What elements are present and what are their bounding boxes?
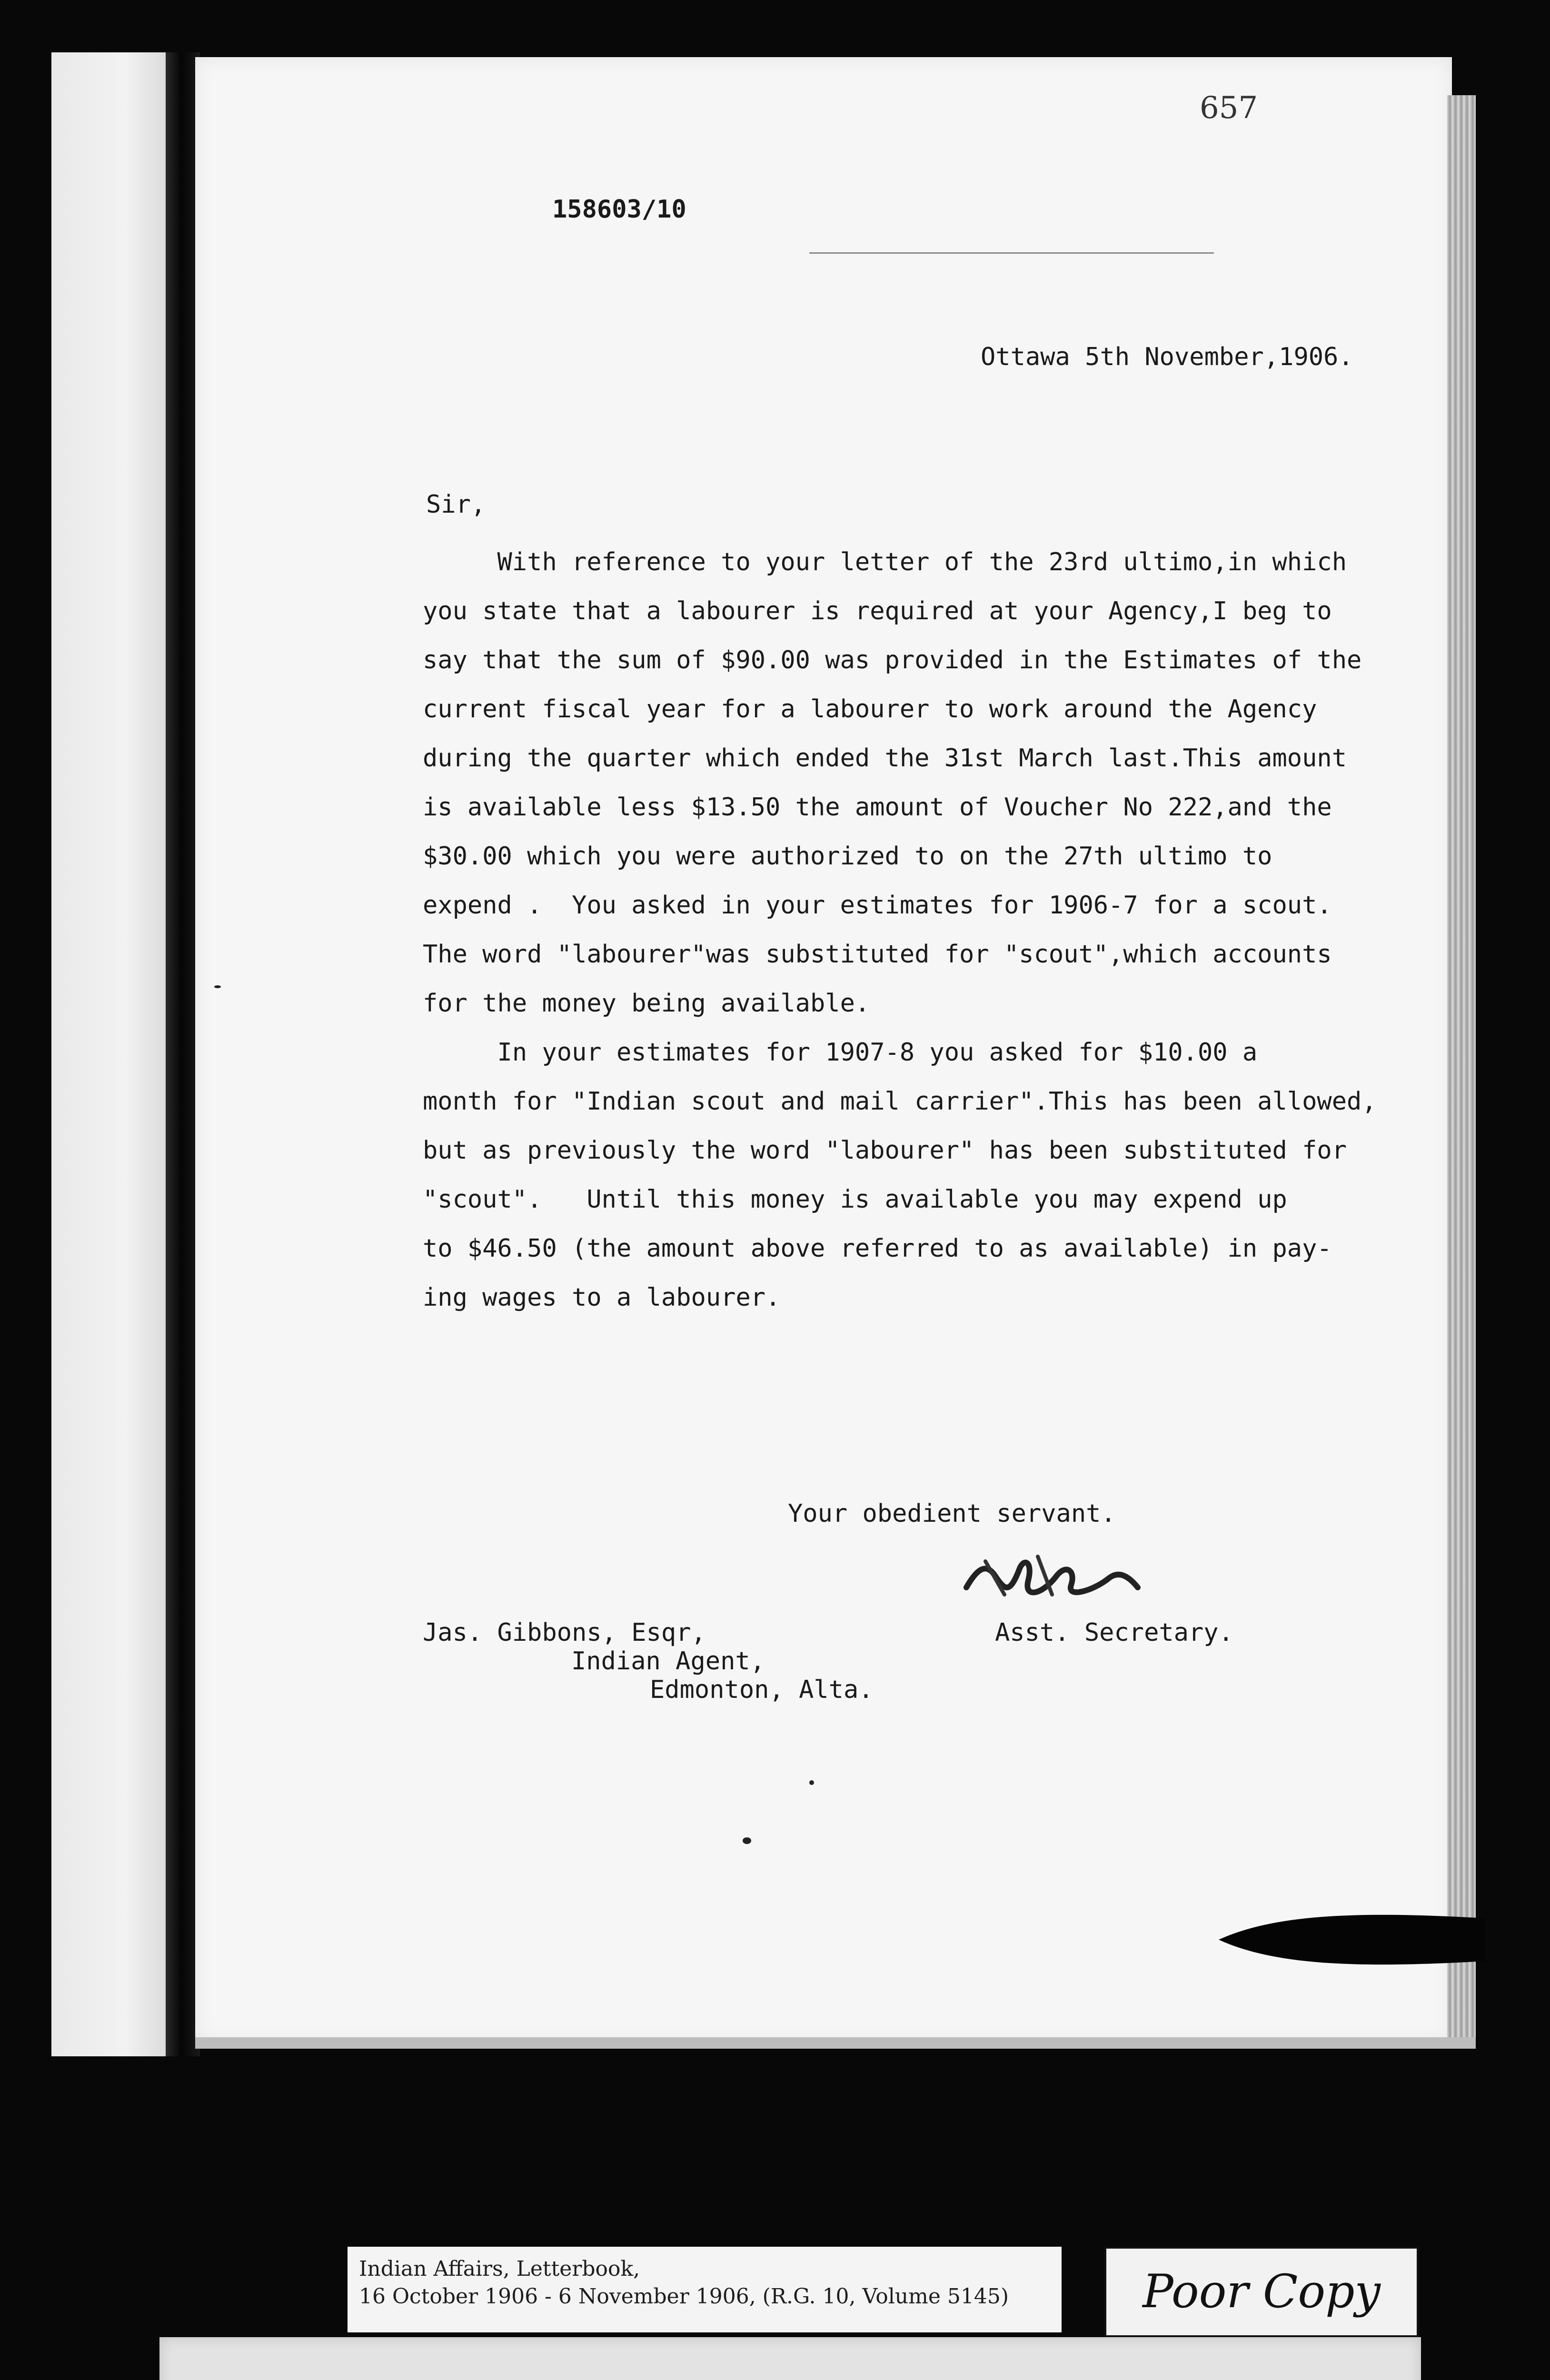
recipient-title: Indian Agent,: [571, 1647, 765, 1676]
recipient-location: Edmonton, Alta.: [650, 1676, 874, 1704]
file-number: 158603/10: [552, 195, 686, 224]
page-number: 657: [1200, 90, 1258, 126]
body-line: current fiscal year for a labourer to work around the Agency: [423, 695, 1317, 724]
body-line: you state that a labourer is required at your Agency,I beg to: [423, 597, 1332, 625]
speck-mark: [809, 1780, 814, 1785]
page-stack-edge: [1447, 95, 1476, 2047]
body-line: month for "Indian scout and mail carrier".This has been allowed,: [423, 1087, 1377, 1116]
body-line: for the money being available.: [423, 989, 870, 1018]
poor-copy-note: Poor Copy: [1104, 2247, 1419, 2337]
adjacent-page-strip: [51, 52, 175, 2056]
file-number-rule: [809, 252, 1214, 254]
page-bottom-edge: [195, 2037, 1476, 2049]
body-line: With reference to your letter of the 23rd ultimo,in which: [423, 548, 1347, 576]
body-line: $30.00 which you were authorized to on the 27th ultimo to: [423, 842, 1272, 871]
salutation: Sir,: [426, 490, 486, 519]
reference-label-line: Indian Affairs, Letterbook,: [359, 2257, 640, 2281]
body-line: during the quarter which ended the 31st March last.This amount: [423, 744, 1347, 773]
body-line: say that the sum of $90.00 was provided in the Estimates of the: [423, 646, 1362, 674]
body-line: but as previously the word "labourer" has been substituted for: [423, 1136, 1347, 1165]
body-line: The word "labourer"was substituted for "scout",which accounts: [423, 940, 1332, 969]
handwritten-signature: [957, 1542, 1147, 1609]
letter-date: Ottawa 5th November,1906.: [981, 343, 1353, 371]
signatory-title: Asst. Secretary.: [995, 1618, 1233, 1647]
letter-closing: Your obedient servant.: [788, 1499, 1116, 1528]
body-line: "scout". Until this money is available you may expend up: [423, 1185, 1287, 1214]
body-line: is available less $13.50 the amount of Voucher No 222,and the: [423, 793, 1332, 822]
archives-card: [159, 2337, 1421, 2380]
body-line: expend . You asked in your estimates for 1906-7 for a scout.: [423, 891, 1332, 920]
reference-label: [348, 2247, 1062, 2332]
recipient-name: Jas. Gibbons, Esqr,: [423, 1618, 706, 1647]
speck-mark: [743, 1837, 751, 1844]
reference-label-line: 16 October 1906 - 6 November 1906, (R.G. 10, Volume 5145): [359, 2284, 1009, 2309]
body-line: In your estimates for 1907-8 you asked for $10.00 a: [423, 1038, 1258, 1067]
body-line: ing wages to a labourer.: [423, 1283, 781, 1312]
letter-body: [423, 538, 1403, 1322]
body-line: to $46.50 (the amount above referred to as available) in pay-: [423, 1234, 1332, 1263]
page-pointer-shadow: [1219, 1904, 1485, 1975]
speck-mark: [214, 985, 221, 988]
